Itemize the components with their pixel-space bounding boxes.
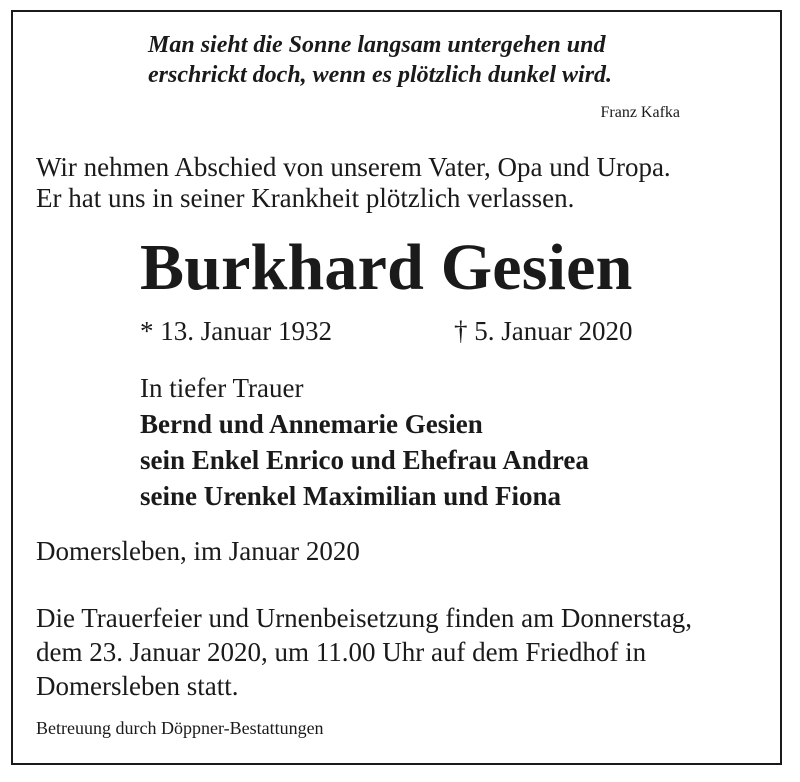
mourner-name: sein Enkel Enrico und Ehefrau Andrea — [140, 445, 589, 475]
undertaker-note: Betreuung durch Döppner-Bestattungen — [36, 718, 324, 738]
mourner-name: seine Urenkel Maximilian und Fiona — [140, 481, 562, 511]
mourners-heading: In tiefer Trauer — [140, 373, 304, 403]
mourners — [140, 370, 589, 514]
quote-author: Franz Kafka — [600, 104, 680, 121]
intro-line-1: Wir nehmen Abschied von unserem Vater, Opa und Uropa. — [36, 152, 671, 182]
ceremony-line-1: Die Trauerfeier und Urnenbeisetzung finden am Donnerstag, — [36, 603, 693, 633]
quote — [148, 30, 612, 90]
intro-line-2: Er hat uns in seiner Krankheit plötzlich verlassen. — [36, 183, 575, 213]
ceremony-line-3: Domersleben statt. — [36, 671, 239, 701]
quote-line-1: Man sieht die Sonne langsam untergehen und — [148, 32, 606, 58]
ceremony-notice — [36, 601, 768, 703]
ceremony-line-2: dem 23. Januar 2020, um 11.00 Uhr auf dem Friedhof in — [36, 637, 647, 667]
death-date: † 5. Januar 2020 — [454, 316, 633, 346]
place-date: Domersleben, im Januar 2020 — [36, 536, 360, 566]
birth-date: * 13. Januar 1932 — [140, 316, 332, 346]
deceased-name: Burkhard Gesien — [140, 231, 633, 304]
mourner-name: Bernd und Annemarie Gesien — [140, 409, 483, 439]
intro-text — [36, 152, 671, 214]
quote-line-2: erschrickt doch, wenn es plötzlich dunkel wird. — [148, 62, 613, 88]
